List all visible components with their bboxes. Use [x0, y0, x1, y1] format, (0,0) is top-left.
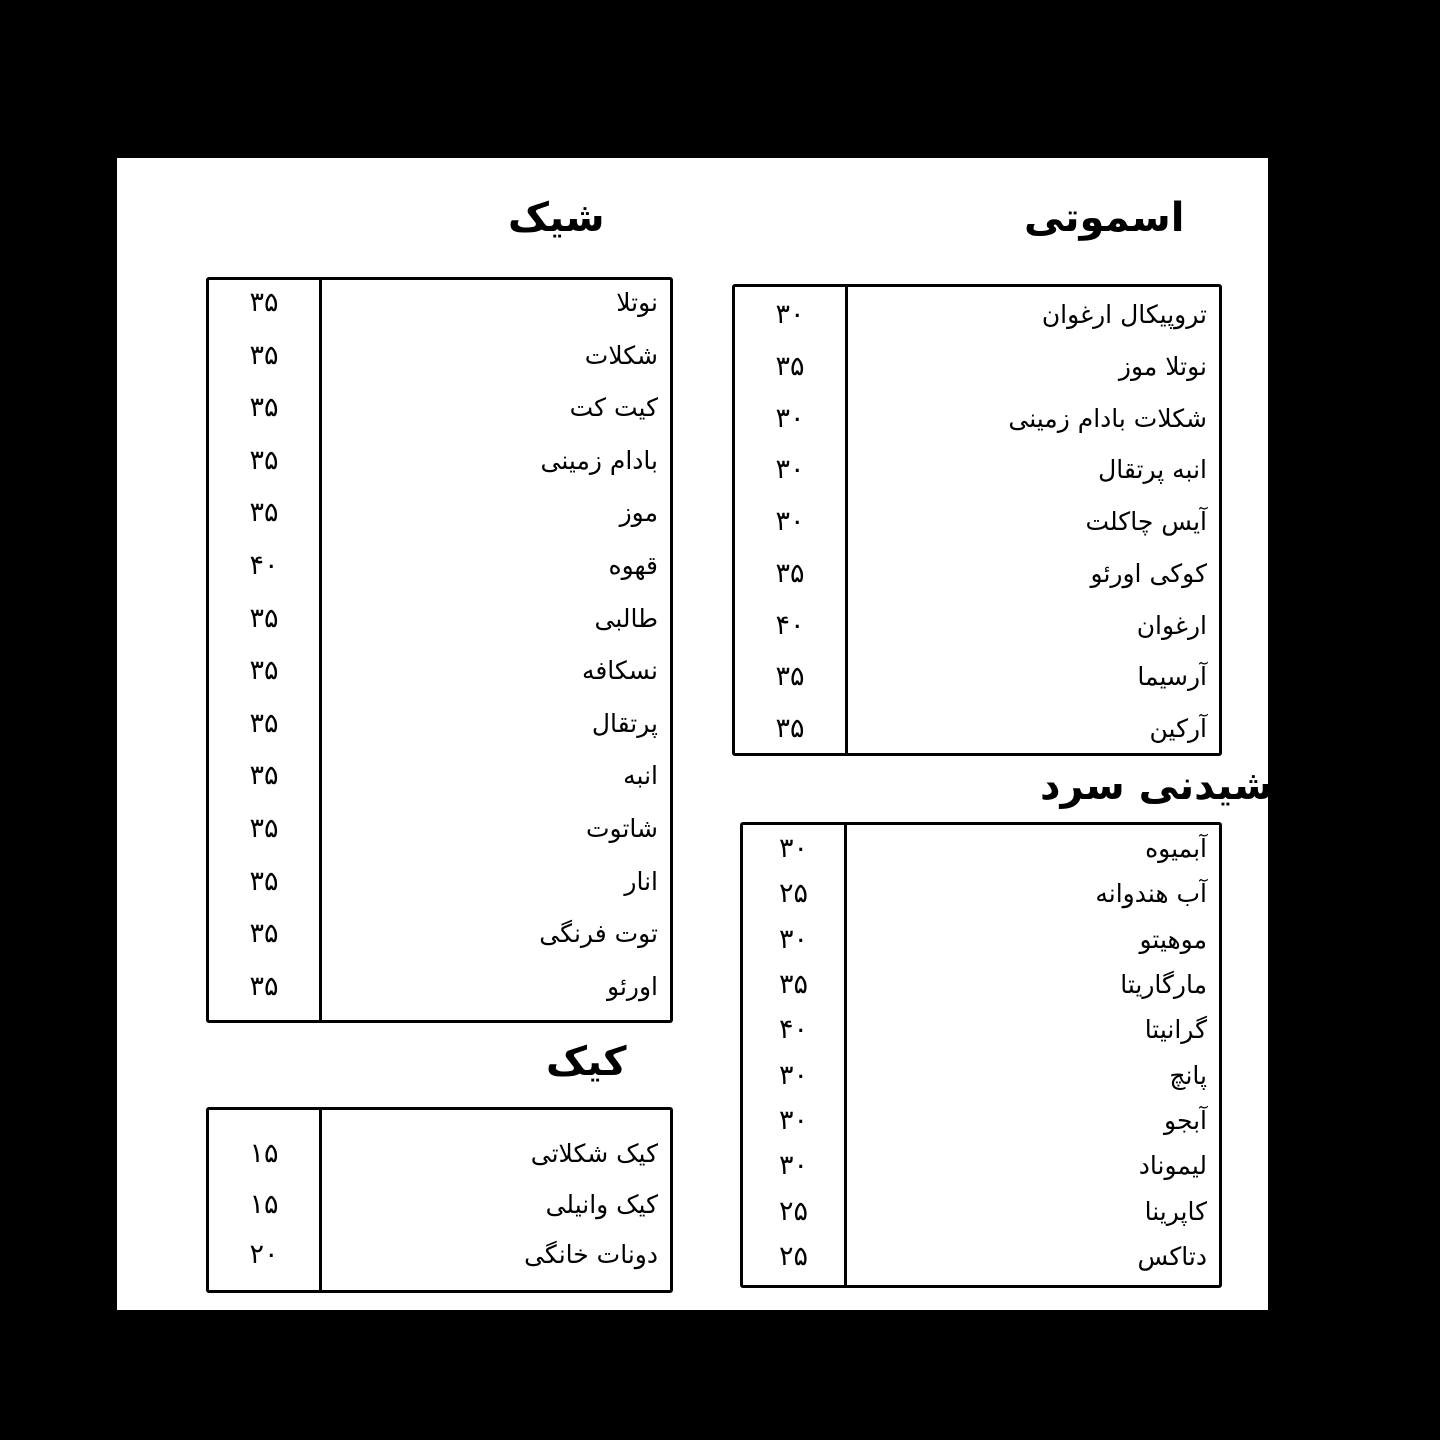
menu-item-row: [209, 1134, 670, 1174]
item-name: توت فرنگی: [539, 919, 658, 949]
menu-item-row: [735, 502, 1219, 542]
item-name: کیک وانیلی: [545, 1189, 658, 1219]
item-price: ۳۰: [778, 1059, 808, 1091]
item-name: آرسیما: [1137, 662, 1207, 692]
cake-title: کیک: [546, 1039, 627, 1085]
item-name: کیت کت: [569, 393, 658, 423]
item-name: شکلات: [584, 340, 658, 370]
item-price: ۳۰: [778, 1104, 808, 1136]
item-price: ۳۵: [249, 970, 279, 1002]
menu-item-row: [209, 756, 670, 796]
item-name: شاتوت: [586, 814, 658, 844]
item-name: بادام زمینی: [540, 445, 658, 475]
shake-title: شیک: [508, 195, 605, 241]
item-name: کوکی اورئو: [1090, 558, 1207, 588]
item-price: ۴۰: [778, 1014, 808, 1046]
item-price: ۳۵: [775, 661, 805, 693]
menu-item-row: [735, 347, 1219, 387]
cold-drinks-title: نوشیدنی سرد: [1040, 763, 1314, 809]
menu-item-row: [743, 965, 1219, 1005]
item-name: دتاکس: [1137, 1241, 1207, 1271]
shake-menu-box: [206, 277, 673, 1023]
item-price: ۳۰: [775, 299, 805, 330]
item-price: ۳۵: [249, 918, 279, 950]
item-price: ۱۵: [249, 1138, 279, 1169]
menu-item-row: [735, 295, 1219, 335]
item-price: ۳۵: [249, 655, 279, 687]
item-price: ۳۵: [249, 287, 279, 318]
menu-item-row: [209, 546, 670, 586]
item-price: ۲۵: [778, 1195, 808, 1227]
menu-rows: [209, 1134, 670, 1275]
item-name: اورئو: [607, 971, 658, 1001]
item-price: ۳۰: [778, 1150, 808, 1182]
item-name: نوتلا موز: [1118, 351, 1207, 381]
cold-drinks-menu-box: [740, 822, 1222, 1288]
menu-item-row: [743, 1146, 1219, 1186]
item-name: انار: [624, 866, 658, 896]
menu-item-row: [735, 657, 1219, 697]
item-name: انبه: [623, 761, 658, 791]
menu-item-row: [209, 651, 670, 691]
item-price: ۳۵: [249, 760, 279, 792]
item-name: دونات خانگی: [524, 1240, 658, 1269]
menu-item-row: [735, 606, 1219, 646]
item-price: ۲۵: [778, 878, 808, 910]
menu-item-row: [735, 399, 1219, 439]
item-name: قهوه: [608, 551, 658, 581]
item-price: ۲۵: [778, 1240, 808, 1272]
menu-item-row: [209, 704, 670, 744]
item-price: ۳۵: [778, 968, 808, 1000]
menu-item-row: [209, 1185, 670, 1225]
item-name: طالبی: [594, 603, 658, 633]
menu-item-row: [735, 554, 1219, 594]
item-price: ۳۰: [775, 402, 805, 434]
item-price: ۴۰: [249, 550, 279, 582]
item-name: آبجو: [1164, 1105, 1207, 1135]
menu-item-row: [735, 709, 1219, 749]
item-price: ۱۵: [249, 1188, 279, 1220]
item-price: ۳۵: [249, 865, 279, 897]
item-price: ۳۰: [778, 923, 808, 955]
menu-item-row: [735, 450, 1219, 490]
item-price: ۳۵: [249, 339, 279, 371]
item-name: آبمیوه: [1145, 834, 1207, 863]
item-price: ۳۵: [249, 813, 279, 845]
item-name: آرکین: [1149, 714, 1207, 743]
menu-item-row: [209, 388, 670, 428]
item-name: آب هندوانه: [1095, 879, 1207, 909]
menu-item-row: [743, 1192, 1219, 1232]
menu-item-row: [209, 336, 670, 376]
item-name: آیس چاکلت: [1085, 507, 1207, 536]
smoothie-title: اسموتی: [1024, 195, 1185, 241]
smoothie-menu-box: [732, 284, 1222, 756]
menu-item-row: [209, 599, 670, 639]
item-price: ۲۰: [249, 1239, 279, 1270]
item-name: مارگاریتا: [1120, 969, 1207, 999]
item-name: نوتلا: [616, 288, 658, 317]
item-price: ۳۵: [775, 713, 805, 744]
menu-rows: [209, 283, 670, 1007]
menu-item-row: [209, 967, 670, 1007]
item-name: انبه پرتقال: [1098, 455, 1207, 485]
menu-item-row: [209, 493, 670, 533]
menu-item-row: [743, 1056, 1219, 1096]
item-name: پرتقال: [591, 708, 658, 738]
item-price: ۳۵: [249, 444, 279, 476]
menu-item-row: [209, 809, 670, 849]
item-price: ۴۰: [775, 609, 805, 641]
item-price: ۳۰: [775, 506, 805, 537]
item-price: ۳۵: [775, 350, 805, 382]
item-name: موهیتو: [1139, 924, 1207, 954]
item-name: پانچ: [1169, 1060, 1207, 1090]
menu-item-row: [209, 1235, 670, 1275]
menu-item-row: [743, 1010, 1219, 1050]
item-price: ۳۰: [778, 833, 808, 864]
item-price: ۳۵: [249, 707, 279, 739]
menu-item-row: [743, 874, 1219, 914]
menu-item-row: [209, 862, 670, 902]
item-name: نسکافه: [581, 656, 658, 686]
menu-item-row: [209, 283, 670, 323]
menu-item-row: [209, 914, 670, 954]
menu-rows: [735, 295, 1219, 749]
item-name: کیک شکلاتی: [530, 1139, 658, 1168]
item-name: شکلات بادام زمینی: [1008, 403, 1207, 433]
item-price: ۳۵: [249, 392, 279, 424]
item-name: موز: [619, 498, 658, 528]
item-name: کاپرینا: [1144, 1196, 1207, 1226]
menu-item-row: [209, 441, 670, 481]
item-price: ۳۵: [249, 602, 279, 634]
item-name: لیموناد: [1138, 1151, 1207, 1181]
item-price: ۳۰: [775, 454, 805, 486]
menu-item-row: [743, 920, 1219, 960]
item-price: ۳۵: [775, 557, 805, 589]
menu-item-row: [743, 829, 1219, 869]
item-name: تروپیکال ارغوان: [1041, 300, 1207, 329]
menu-item-row: [743, 1101, 1219, 1141]
menu-item-row: [743, 1237, 1219, 1277]
menu-rows: [743, 829, 1219, 1277]
item-name: ارغوان: [1136, 610, 1207, 640]
item-name: گرانیتا: [1144, 1015, 1207, 1045]
cake-menu-box: [206, 1107, 673, 1293]
item-price: ۳۵: [249, 497, 279, 529]
